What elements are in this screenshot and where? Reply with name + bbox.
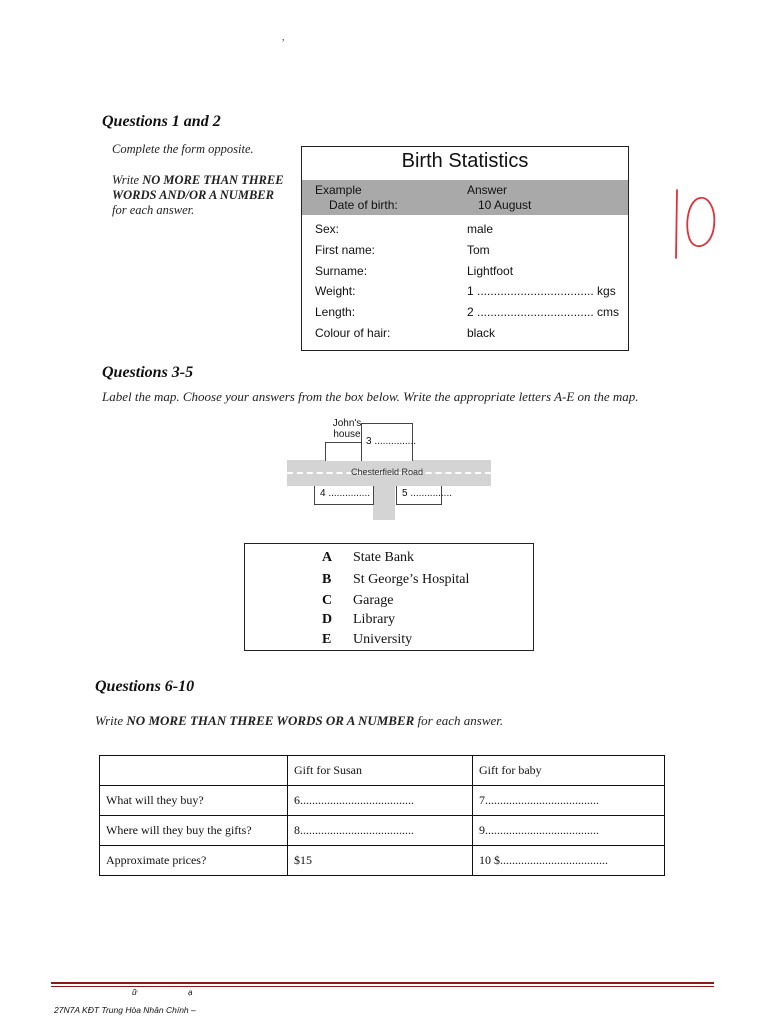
side-street-south: [373, 486, 395, 520]
option-letter: C: [322, 593, 333, 608]
johns-house-label: John's house: [332, 418, 362, 440]
answer-blank-2[interactable]: 2 ................................... cms: [467, 305, 620, 320]
q12-instr-emph: NO MORE THAN THREE WORDS AND/OR A NUMBER: [112, 173, 284, 202]
q35-heading: Questions 3-5: [102, 364, 194, 381]
option-text: Library: [353, 612, 395, 627]
option-letter: B: [322, 572, 332, 587]
option-letter: A: [322, 550, 333, 565]
road-label: Chesterfield Road: [351, 467, 424, 477]
answer-blank-10[interactable]: 10 $....................................: [473, 846, 665, 876]
johns-house-box: [325, 442, 363, 461]
form-value: Tom: [467, 242, 490, 257]
footer-fragment-1: ữ: [132, 988, 138, 997]
option-letter: E: [322, 632, 332, 647]
table-header-cell: Gift for baby: [473, 756, 665, 786]
q12-instr-post: for each answer.: [112, 203, 195, 217]
map-slot-5[interactable]: 5 ...............: [402, 488, 453, 499]
option-text: State Bank: [353, 550, 415, 565]
example-band: [302, 180, 628, 215]
q35-instruction: Label the map. Choose your answers from the box below. Write the appropriate letters A-E on the map.: [102, 389, 639, 404]
table-header-row: [100, 756, 665, 786]
answer-blank-8[interactable]: 8......................................: [288, 816, 473, 846]
birth-statistics-form: [301, 146, 629, 351]
form-title: Birth Statistics: [401, 150, 529, 172]
form-label: First name:: [315, 242, 376, 257]
answer-label: Answer: [467, 183, 508, 197]
building-4: [314, 486, 374, 505]
answer-options-box: [244, 543, 534, 651]
table-header-cell: [100, 756, 288, 786]
building-3: [361, 423, 417, 461]
price-cell: $15: [288, 846, 473, 876]
form-value: male: [467, 222, 494, 236]
form-row-sex: [302, 219, 628, 240]
building-5: [396, 486, 453, 505]
table-row: [100, 816, 665, 846]
footer-rule-top: [51, 982, 714, 984]
q610-instr-post: for each answer.: [414, 713, 504, 728]
form-row-first-name: [302, 240, 628, 261]
form-label: Weight:: [315, 284, 356, 299]
option-text: St George’s Hospital: [353, 572, 470, 587]
form-row-length: [302, 302, 628, 323]
handwritten-score-mark: [672, 186, 720, 260]
stray-mark: ,: [282, 32, 285, 43]
form-label: Surname:: [315, 263, 368, 278]
example-value: 10 August: [478, 198, 532, 212]
q12-heading: Questions 1 and 2: [102, 113, 221, 130]
street-map: [287, 418, 491, 520]
form-label: Sex:: [315, 222, 340, 236]
answer-blank-7[interactable]: 7......................................: [473, 786, 665, 816]
option-letter: D: [322, 612, 333, 627]
form-value: black: [467, 325, 496, 340]
table-row: [100, 846, 665, 876]
footer-fragment-2: ạ: [188, 988, 193, 997]
footer-rule-bottom: [51, 986, 714, 987]
row-label: Approximate prices?: [100, 846, 288, 876]
form-row-weight: [302, 281, 628, 302]
map-slot-3[interactable]: 3 ...............: [366, 436, 417, 447]
footer-address: 27N7A KĐT Trung Hòa Nhân Chính –: [54, 1005, 196, 1015]
q610-instr-pre: Write: [95, 713, 127, 728]
answer-blank-6[interactable]: 6......................................: [288, 786, 473, 816]
table-header-cell: Gift for Susan: [288, 756, 473, 786]
answer-blank-9[interactable]: 9......................................: [473, 816, 665, 846]
q610-instruction: [95, 713, 695, 728]
row-label: Where will they buy the gifts?: [100, 816, 288, 846]
q12-instruction-1: Complete the form opposite.: [112, 142, 254, 156]
q610-heading: Questions 6-10: [95, 678, 195, 695]
row-label: What will they buy?: [100, 786, 288, 816]
form-label: Colour of hair:: [315, 325, 391, 340]
answer-blank-1[interactable]: 1 ................................... kgs: [467, 284, 616, 299]
option-text: Garage: [353, 593, 394, 608]
form-label: Length:: [315, 305, 356, 320]
form-row-surname: [302, 261, 628, 282]
example-label: Example: [315, 183, 362, 197]
q12-instr-pre: Write: [112, 173, 143, 187]
form-row-hair: [302, 323, 628, 344]
q12-instruction-2: [112, 173, 284, 218]
example-field: Date of birth:: [329, 198, 398, 212]
q610-instr-emph: NO MORE THAN THREE WORDS OR A NUMBER: [126, 713, 415, 728]
option-text: University: [353, 632, 413, 647]
form-value: Lightfoot: [467, 263, 514, 278]
gift-table: [99, 755, 665, 876]
map-slot-4[interactable]: 4 ...............: [320, 488, 371, 499]
table-row: [100, 786, 665, 816]
